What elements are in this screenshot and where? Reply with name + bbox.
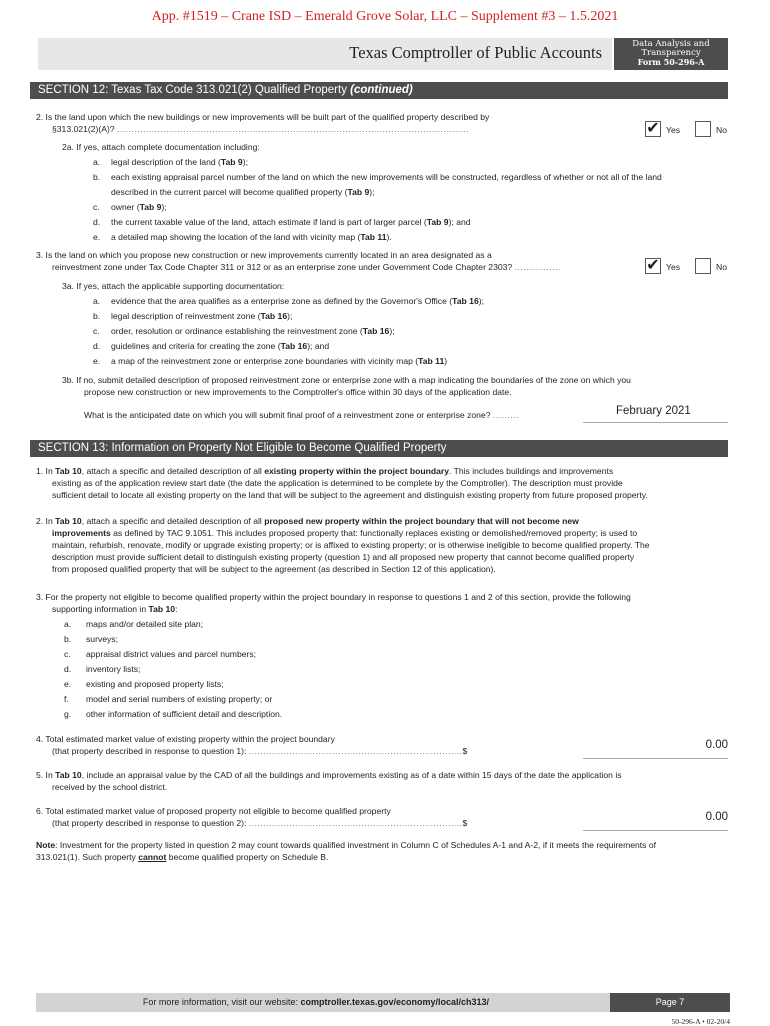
s13-q2-line5: from proposed qualified property that will be subject to the agreement (as described in Section 12 of this application).	[52, 564, 496, 574]
s12-q3b-dots: .........	[492, 410, 519, 420]
s12-q2a-item	[93, 202, 167, 213]
s12-q2a-item	[93, 187, 375, 198]
s12-q3-yes-checkbox[interactable]: ✔	[646, 257, 660, 274]
s13-q3-item	[64, 664, 140, 675]
s12-q3a-item-tab: Tab 16	[280, 341, 308, 351]
s13-q2-bold: proposed new property within the project boundary that will not become new	[264, 516, 579, 526]
s13-q4-line2	[52, 746, 467, 757]
s12-q3a-item-tab: Tab 16	[452, 296, 479, 306]
s12-q3-no-checkbox[interactable]	[695, 258, 711, 274]
s12-q3-line1: 3. Is the land on which you propose new construction or new improvements currently located in an area designated as a	[36, 250, 492, 260]
s12-q3a-item-post: );	[478, 296, 484, 306]
s13-q3-item	[64, 634, 118, 645]
s12-q2a-item	[93, 157, 248, 168]
s12-q2a-item-post: );	[242, 157, 248, 167]
s13-q2-mid: , attach a specific and detailed description of all	[81, 516, 265, 526]
s13-q1-tab: Tab 10	[55, 466, 82, 476]
s12-q2-line2	[52, 124, 469, 135]
s12-q2a-item-text: the current taxable value of the land, attach estimate if land is part of larger parcel (	[111, 217, 427, 227]
s12-q2-yes-label: Yes	[666, 125, 681, 135]
s13-q2-line4: description must provide sufficient detail to distinguish existing property (question 1) and all proposed new property that cannot become qualified property	[52, 552, 635, 562]
s12-q2a-item-post: );	[161, 202, 167, 212]
s13-q3-item	[64, 619, 203, 630]
s13-q2-line2-text: as defined by TAC 9.1051. This includes proposed property that: functionally replaces existing or demolished/removed property; is used to	[110, 528, 638, 538]
s12-q3b-line2: propose new construction or new improvements to the Comptroller's office within 30 days of the application date.	[84, 387, 512, 397]
s12-q2a-item-text: owner (	[111, 202, 140, 212]
s13-q3-item-text: other information of sufficient detail and description.	[86, 709, 283, 719]
s12-q3a-item-letter: a.	[93, 296, 101, 306]
s12-q2a-item-post: ).	[386, 232, 392, 242]
form-number: Form 50-296-A	[637, 57, 705, 67]
s13-q3-item-letter: c.	[64, 649, 71, 659]
s13-q4-dots: ..........................................................................	[248, 746, 463, 756]
s13-q3-item	[64, 649, 256, 660]
s13-q6-text: (that property described in response to question 2):	[52, 818, 249, 828]
s13-q3-item-text: appraisal district values and parcel numbers;	[86, 649, 257, 659]
s12-q2-line1: 2. Is the land upon which the new buildings or new improvements will be built part of the qualified property described by	[36, 112, 490, 122]
s13-q6-dots: ..........................................................................	[248, 818, 463, 828]
s13-q5-line2: received by the school district.	[52, 782, 168, 792]
s13-q4-dollar: $	[462, 746, 468, 756]
s13-q3-tab: Tab 10	[148, 604, 176, 614]
s12-q3a-item-letter: e.	[93, 356, 101, 366]
s12-q2a-item-letter: d.	[93, 217, 101, 227]
note-cannot: cannot	[138, 852, 167, 862]
s13-q3-item-text: inventory lists;	[86, 664, 141, 674]
s13-q6-dollar: $	[462, 818, 468, 828]
s12-q2a-item-text: each existing appraisal parcel number of the land on which the new improvements will be constructed, regardless of whether or not all of the land	[111, 172, 662, 182]
note-pre: 313.021(1). Such property	[36, 852, 139, 862]
s13-q2-line3: maintain, refurbish, renovate, modify or upgrade existing property; or is affixed to existing property; or is otherwise ineligible to become qualified property. The	[52, 540, 650, 550]
s12-q2a-item-text: legal description of the land (	[111, 157, 221, 167]
s13-q3-item-letter: a.	[64, 619, 72, 629]
s12-q3a-item-letter: d.	[93, 341, 101, 351]
s12-q3a-item-letter: c.	[93, 326, 100, 336]
s13-q1-line3: sufficient detail to locate all existing property on the land that will be subject to the agreement and distinguish existing property from future proposed property.	[52, 490, 648, 500]
s13-q3-item-text: maps and/or detailed site plan;	[86, 619, 204, 629]
s13-q1-line1	[36, 466, 613, 477]
s12-q3a-item-tab: Tab 16	[260, 311, 288, 321]
note-text: : Investment for the property listed in question 2 may count towards qualified investment in Column C of Schedules A-1 and A-2, if it meets the requirements of	[55, 840, 657, 850]
s13-q3-item	[64, 709, 282, 720]
section12-header	[30, 82, 728, 99]
s12-q2a-item-letter: c.	[93, 202, 100, 212]
s12-q3a-item-post: );	[389, 326, 395, 336]
s13-q5-tab: Tab 10	[55, 770, 82, 780]
s13-q3-item-letter: f.	[64, 694, 69, 704]
s13-q4-text: (that property described in response to question 1):	[52, 746, 249, 756]
s12-q2a-intro: 2a. If yes, attach complete documentation including:	[62, 142, 260, 152]
s13-q1-post: . This includes buildings and improvements	[449, 466, 614, 476]
section12-title: SECTION 12: Texas Tax Code 313.021(2) Qualified Property	[38, 84, 351, 96]
form-box-line1: Data Analysis and	[632, 39, 710, 49]
s12-q3a-item-text: evidence that the area qualifies as a enterprise zone as defined by the Governor's Office (	[111, 296, 453, 306]
s13-q5-post: , include an appraisal value by the CAD of all the buildings and improvements existing as of a date within 15 days of the date the application is	[81, 770, 622, 780]
s13-q3-line2	[52, 604, 177, 615]
footer-website-link[interactable]: comptroller.texas.gov/economy/local/ch313/	[300, 997, 490, 1007]
s12-q2-text: §313.021(2)(A)?	[52, 124, 117, 134]
s12-q3b-question-text: What is the anticipated date on which you will submit final proof of a reinvestment zone or enterprise zone?	[84, 410, 493, 420]
s12-q3-line2	[52, 262, 561, 273]
proof-date-value: February 2021	[616, 405, 691, 417]
s13-q4-line1: 4. Total estimated market value of existing property within the project boundary	[36, 734, 335, 744]
s12-q3a-item	[93, 311, 292, 322]
s13-q3-post: :	[175, 604, 178, 614]
ineligible-property-value: 0.00	[705, 811, 728, 823]
footer-info-text: For more information, visit our website:	[142, 997, 301, 1007]
s13-q1-pre: 1. In	[36, 466, 56, 476]
s12-q3a-item	[93, 341, 329, 352]
s12-q3a-item-tab: Tab 11	[418, 356, 445, 366]
s13-q3-item-letter: b.	[64, 634, 72, 644]
s12-q3-dots: ................	[514, 262, 561, 272]
s13-q3-line1: 3. For the property not eligible to become qualified property within the project boundary in response to questions 1 and 2 of this section, provide the following	[36, 592, 631, 602]
s13-q2-line2	[52, 528, 637, 539]
s13-q2-line1	[36, 516, 579, 527]
s12-q3a-intro: 3a. If yes, attach the applicable supporting documentation:	[62, 281, 285, 291]
s12-q3-no-label: No	[716, 262, 727, 272]
s12-q2a-item-letter: b.	[93, 172, 101, 182]
s12-q2-no-checkbox[interactable]	[695, 121, 711, 137]
note-label: Note	[36, 840, 56, 850]
s13-q3-item-text: surveys;	[86, 634, 118, 644]
s13-q1-bold: existing property within the project boundary	[264, 466, 449, 476]
section12-continued: (continued)	[350, 84, 413, 96]
section13-header: SECTION 13: Information on Property Not Eligible to Become Qualified Property	[30, 440, 728, 457]
s12-q2a-item-text: described in the current parcel will become qualified property (	[111, 187, 348, 197]
s12-q2a-item-tab: Tab 9	[139, 202, 162, 212]
s13-q3-item	[64, 694, 272, 705]
existing-property-value: 0.00	[705, 739, 728, 751]
page-number: Page 7	[610, 993, 730, 1012]
s12-q3a-item-text: order, resolution or ordinance establishing the reinvestment zone (	[111, 326, 363, 336]
s12-q3-text: reinvestment zone under Tax Code Chapter 311 or 312 or as an enterprise zone under Government Code Chapter 2303?	[52, 262, 515, 272]
s12-q2a-item-post: );	[369, 187, 375, 197]
s12-q3b-line1: 3b. If no, submit detailed description of proposed reinvestment zone or enterprise zone with a map indicating the boundaries of the zone on which you	[62, 375, 631, 385]
s12-q2a-item-tab: Tab 9	[426, 217, 449, 227]
form-revision: 50-296-A • 02-20/4	[671, 1017, 730, 1026]
s12-q2-yes-checkbox[interactable]: ✔	[646, 120, 660, 137]
s13-q3-item-letter: d.	[64, 664, 72, 674]
s13-q6-line1: 6. Total estimated market value of proposed property not eligible to become qualified property	[36, 806, 391, 816]
s12-q2-no-label: No	[716, 125, 727, 135]
s12-q3a-item-letter: b.	[93, 311, 101, 321]
s12-q3a-item-post: );	[287, 311, 293, 321]
s12-q3a-item-text: a map of the reinvestment zone or enterprise zone boundaries with vicinity map (	[111, 356, 419, 366]
page-title: Texas Comptroller of Public Accounts	[349, 43, 602, 62]
s12-q3a-item-post: ); and	[307, 341, 330, 351]
s12-q2a-item-tab: Tab 9	[347, 187, 370, 197]
s12-q3a-item-post: )	[444, 356, 448, 366]
title-bar	[38, 38, 612, 70]
form-id-box	[614, 38, 728, 70]
s13-q3-item-letter: g.	[64, 709, 72, 719]
s13-q3-item-text: model and serial numbers of existing property; or	[86, 694, 273, 704]
note-line1	[36, 840, 656, 851]
s12-q2a-item	[93, 217, 471, 228]
s12-q2a-item	[93, 172, 662, 183]
s13-q2-tab: Tab 10	[55, 516, 82, 526]
s12-q2a-item	[93, 232, 392, 243]
s12-q3a-item-tab: Tab 16	[362, 326, 390, 336]
s13-q3-item-text: existing and proposed property lists;	[86, 679, 224, 689]
form-box-line2: Transparency	[641, 48, 701, 58]
s12-q3b-date-question	[84, 410, 519, 421]
footer-info	[36, 993, 596, 1012]
s12-q3a-item-text: guidelines and criteria for creating the zone (	[111, 341, 281, 351]
s13-q2-improvements: improvements	[52, 528, 111, 538]
s12-q2a-item-post: ); and	[448, 217, 471, 227]
note-post: become qualified property on Schedule B.	[166, 852, 329, 862]
application-header: App. #1519 – Crane ISD – Emerald Grove Solar, LLC – Supplement #3 – 1.5.2021	[151, 9, 619, 24]
s12-q2a-item-text: a detailed map showing the location of the land with vicinity map (	[111, 232, 361, 242]
s13-q1-mid: , attach a specific and detailed description of all	[81, 466, 265, 476]
s12-q2-dots: ..........................................................................................................................	[116, 124, 470, 134]
s12-q3a-item	[93, 356, 447, 367]
s13-q5-pre: 5. In	[36, 770, 56, 780]
s12-q2a-item-letter: a.	[93, 157, 101, 167]
s12-q3a-item	[93, 326, 395, 337]
s12-q3a-item-text: legal description of reinvestment zone (	[111, 311, 261, 321]
s12-q2a-item-tab: Tab 11	[360, 232, 387, 242]
s13-q3-item	[64, 679, 224, 690]
s12-q2a-item-tab: Tab 9	[220, 157, 243, 167]
s13-q5-line1	[36, 770, 622, 781]
s13-q2-pre: 2. In	[36, 516, 56, 526]
s13-q6-line2	[52, 818, 467, 829]
s12-q3a-item	[93, 296, 484, 307]
s13-q3-item-letter: e.	[64, 679, 72, 689]
s12-q3-yes-label: Yes	[666, 262, 681, 272]
note-line2	[36, 852, 328, 863]
s12-q2a-item-letter: e.	[93, 232, 101, 242]
s13-q3-pre: supporting information in	[52, 604, 149, 614]
s13-q1-line2: existing as of the application review start date (the date the application is determined to be complete by the Comptroller). The description must provide	[52, 478, 623, 488]
